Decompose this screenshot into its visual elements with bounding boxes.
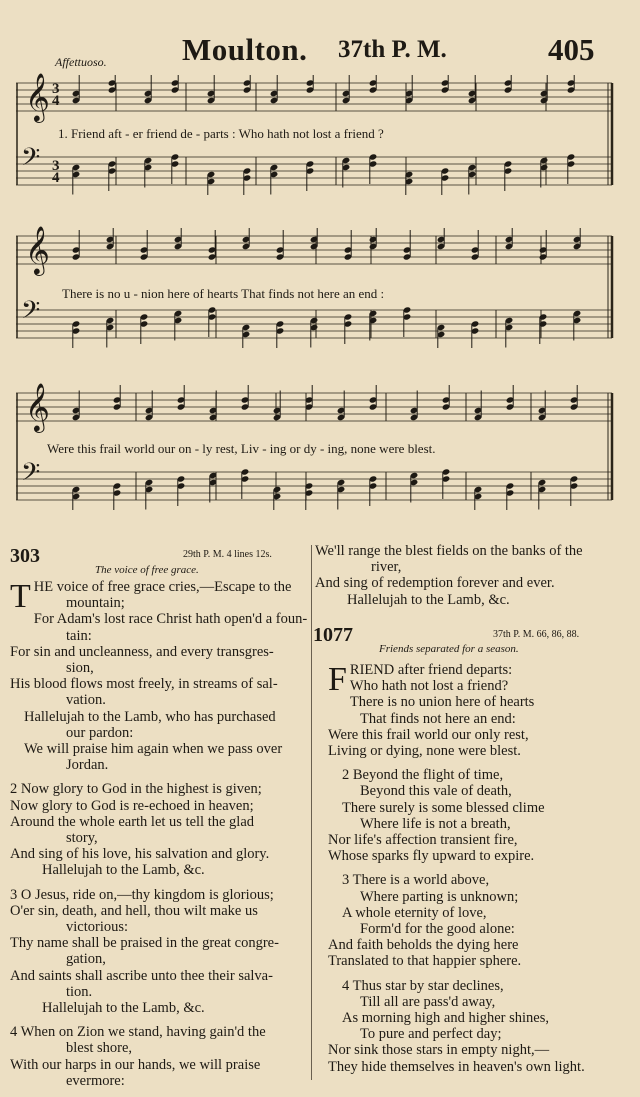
music-system-2 xyxy=(16,225,614,348)
verse-line: tain: xyxy=(66,627,92,644)
verse-line: 2 Now glory to God in the highest is given; xyxy=(10,781,262,798)
verse-line xyxy=(328,970,618,978)
bass-clef-icon: 𝄢 xyxy=(21,458,41,493)
verse-line: Form'd for the good alone: xyxy=(360,921,515,938)
verse-line: vation. xyxy=(66,692,106,709)
verse-line: They hide themselves in heaven's own light. xyxy=(328,1058,585,1075)
verse-line: mountain; xyxy=(66,595,125,612)
time-signature-treble: 3 4 xyxy=(52,81,60,109)
verse-line: And faith beholds the dying here xyxy=(328,937,519,954)
verse-line: Living or dying, none were blest. xyxy=(328,743,521,760)
lyric-line-2: There is no u - nion here of hearts That finds not here an end : xyxy=(62,286,385,301)
page-header xyxy=(0,30,640,70)
verse-line: Now glory to God is re-echoed in heaven; xyxy=(10,797,254,814)
verse-line: Thy name shall be praised in the great congre- xyxy=(10,935,279,952)
column-divider xyxy=(311,545,312,1080)
verse-line: Till all are pass'd away, xyxy=(360,993,496,1010)
music-system-3 xyxy=(16,382,614,510)
verse-line: Hallelujah to the Lamb, who has purchased xyxy=(24,708,276,725)
verse-line: And saints shall ascribe unto thee their salva- xyxy=(10,967,273,984)
verse-line: His blood flows most freely, in streams of sal- xyxy=(10,676,278,693)
verse-line: With our harps in our hands, we will praise xyxy=(10,1056,261,1073)
verse-line: And sing of redemption forever and ever. xyxy=(315,575,555,592)
hymn-303-text xyxy=(10,579,310,1089)
lyric-line-1: 1. Friend aft - er friend de - parts : Who hath not lost a friend ? xyxy=(58,126,384,141)
verse-line: 2 Beyond the flight of time, xyxy=(342,767,504,784)
verse-line: Hallelujah to the Lamb, &c. xyxy=(42,1000,205,1017)
lyric-line-3: Were this frail world our on - ly rest, Liv - ing or dy - ing, none were blest. xyxy=(47,441,436,456)
verse-line: And sing of his love, his salvation and glory. xyxy=(10,846,270,863)
hymn-title-303: The voice of free grace. xyxy=(95,564,199,576)
verse-line: Nor sink those stars in empty night,— xyxy=(328,1042,550,1059)
hymn-number-1077: 1077 xyxy=(313,624,353,646)
verse-line: There is no union here of hearts xyxy=(349,694,535,711)
verse-line: For Adam's lost race Christ hath open'd a foun- xyxy=(33,611,308,628)
verse-line: Nor life's affection transient fire, xyxy=(328,832,518,849)
verse-line: Were this frail world our only rest, xyxy=(328,726,529,743)
verse-line: story, xyxy=(66,830,98,847)
verse-line: sion, xyxy=(66,660,94,677)
verse-line: Hallelujah to the Lamb, &c. xyxy=(347,591,510,608)
verse-line: Hallelujah to the Lamb, &c. xyxy=(42,862,205,879)
verse-line: To pure and perfect day; xyxy=(360,1026,502,1043)
verse-line xyxy=(10,1016,310,1024)
verse-line xyxy=(10,879,310,887)
verse-line: evermore: xyxy=(66,1072,125,1089)
verse-line: river, xyxy=(371,559,402,576)
verse-line: We'll range the blest fields on the banks of the xyxy=(315,543,583,559)
verse-line xyxy=(328,759,618,767)
verse-line: 4 Thus star by star declines, xyxy=(342,977,504,994)
verse-line: blest shore, xyxy=(66,1040,133,1057)
verse-line: gation, xyxy=(66,951,106,968)
drop-cap: F xyxy=(328,661,347,698)
treble-clef-icon: 𝄞 xyxy=(25,225,50,274)
verse-line: A whole eternity of love, xyxy=(342,904,487,921)
verse-line: tion. xyxy=(66,983,93,1000)
verse-line: Jordan. xyxy=(66,757,109,774)
tune-meter: 37th P. M. xyxy=(338,36,447,63)
verse-line: We will praise him again when we pass over xyxy=(24,741,283,758)
verse-line: 4 When on Zion we stand, having gain'd the xyxy=(10,1024,266,1041)
treble-clef-icon: 𝄞 xyxy=(25,382,50,431)
verse-line: O'er sin, death, and hell, thou wilt make us xyxy=(10,902,258,919)
verse-line: RIEND after friend departs: xyxy=(349,662,513,678)
verse-line: 3 O Jesus, ride on,—thy kingdom is glorious; xyxy=(10,886,274,903)
bass-clef-icon: 𝄢 xyxy=(21,296,41,331)
tempo-marking: Affettuoso. xyxy=(55,55,107,69)
tune-name: Moulton. xyxy=(182,32,308,67)
hymn-meter-303: 29th P. M. 4 lines 12s. xyxy=(183,549,272,560)
drop-cap: T xyxy=(10,578,31,615)
hymn-303-continuation xyxy=(315,543,615,608)
verse-line xyxy=(10,773,310,781)
verse-line: Where life is not a breath, xyxy=(360,815,511,832)
bass-clef-icon: 𝄢 xyxy=(21,143,41,178)
verse-line: Around the whole earth let us tell the glad xyxy=(10,813,255,830)
verse-line: Whose sparks fly upward to expire. xyxy=(328,848,535,865)
verse-line: 3 There is a world above, xyxy=(342,872,490,889)
verse-line: Where parting is unknown; xyxy=(360,888,519,905)
verse-line: That finds not here an end: xyxy=(360,710,516,727)
verse-line: For sin and uncleanness, and every transgres- xyxy=(10,643,274,660)
hymn-number-303: 303 xyxy=(10,545,40,567)
verse-line: HE voice of free grace cries,—Escape to the xyxy=(33,579,292,595)
time-signature-bass: 3 4 xyxy=(52,158,60,186)
verse-line: As morning high and higher shines, xyxy=(342,1010,550,1027)
treble-clef-icon: 𝄞 xyxy=(25,72,50,121)
verse-line: our pardon: xyxy=(66,724,134,741)
hymn-meter-1077: 37th P. M. 66, 86, 88. xyxy=(493,629,580,640)
verse-line: Translated to that happier sphere. xyxy=(328,953,522,970)
verse-line: Beyond this vale of death, xyxy=(360,783,512,800)
verse-line: Who hath not lost a friend? xyxy=(349,678,509,695)
verse-line: There surely is some blessed clime xyxy=(342,799,545,816)
page-number: 405 xyxy=(548,32,595,67)
hymn-1077-text xyxy=(328,662,618,1075)
hymn-title-1077: Friends separated for a season. xyxy=(379,643,519,655)
music-system-1 xyxy=(16,72,614,195)
verse-line: victorious: xyxy=(66,919,129,936)
verse-line xyxy=(328,864,618,872)
